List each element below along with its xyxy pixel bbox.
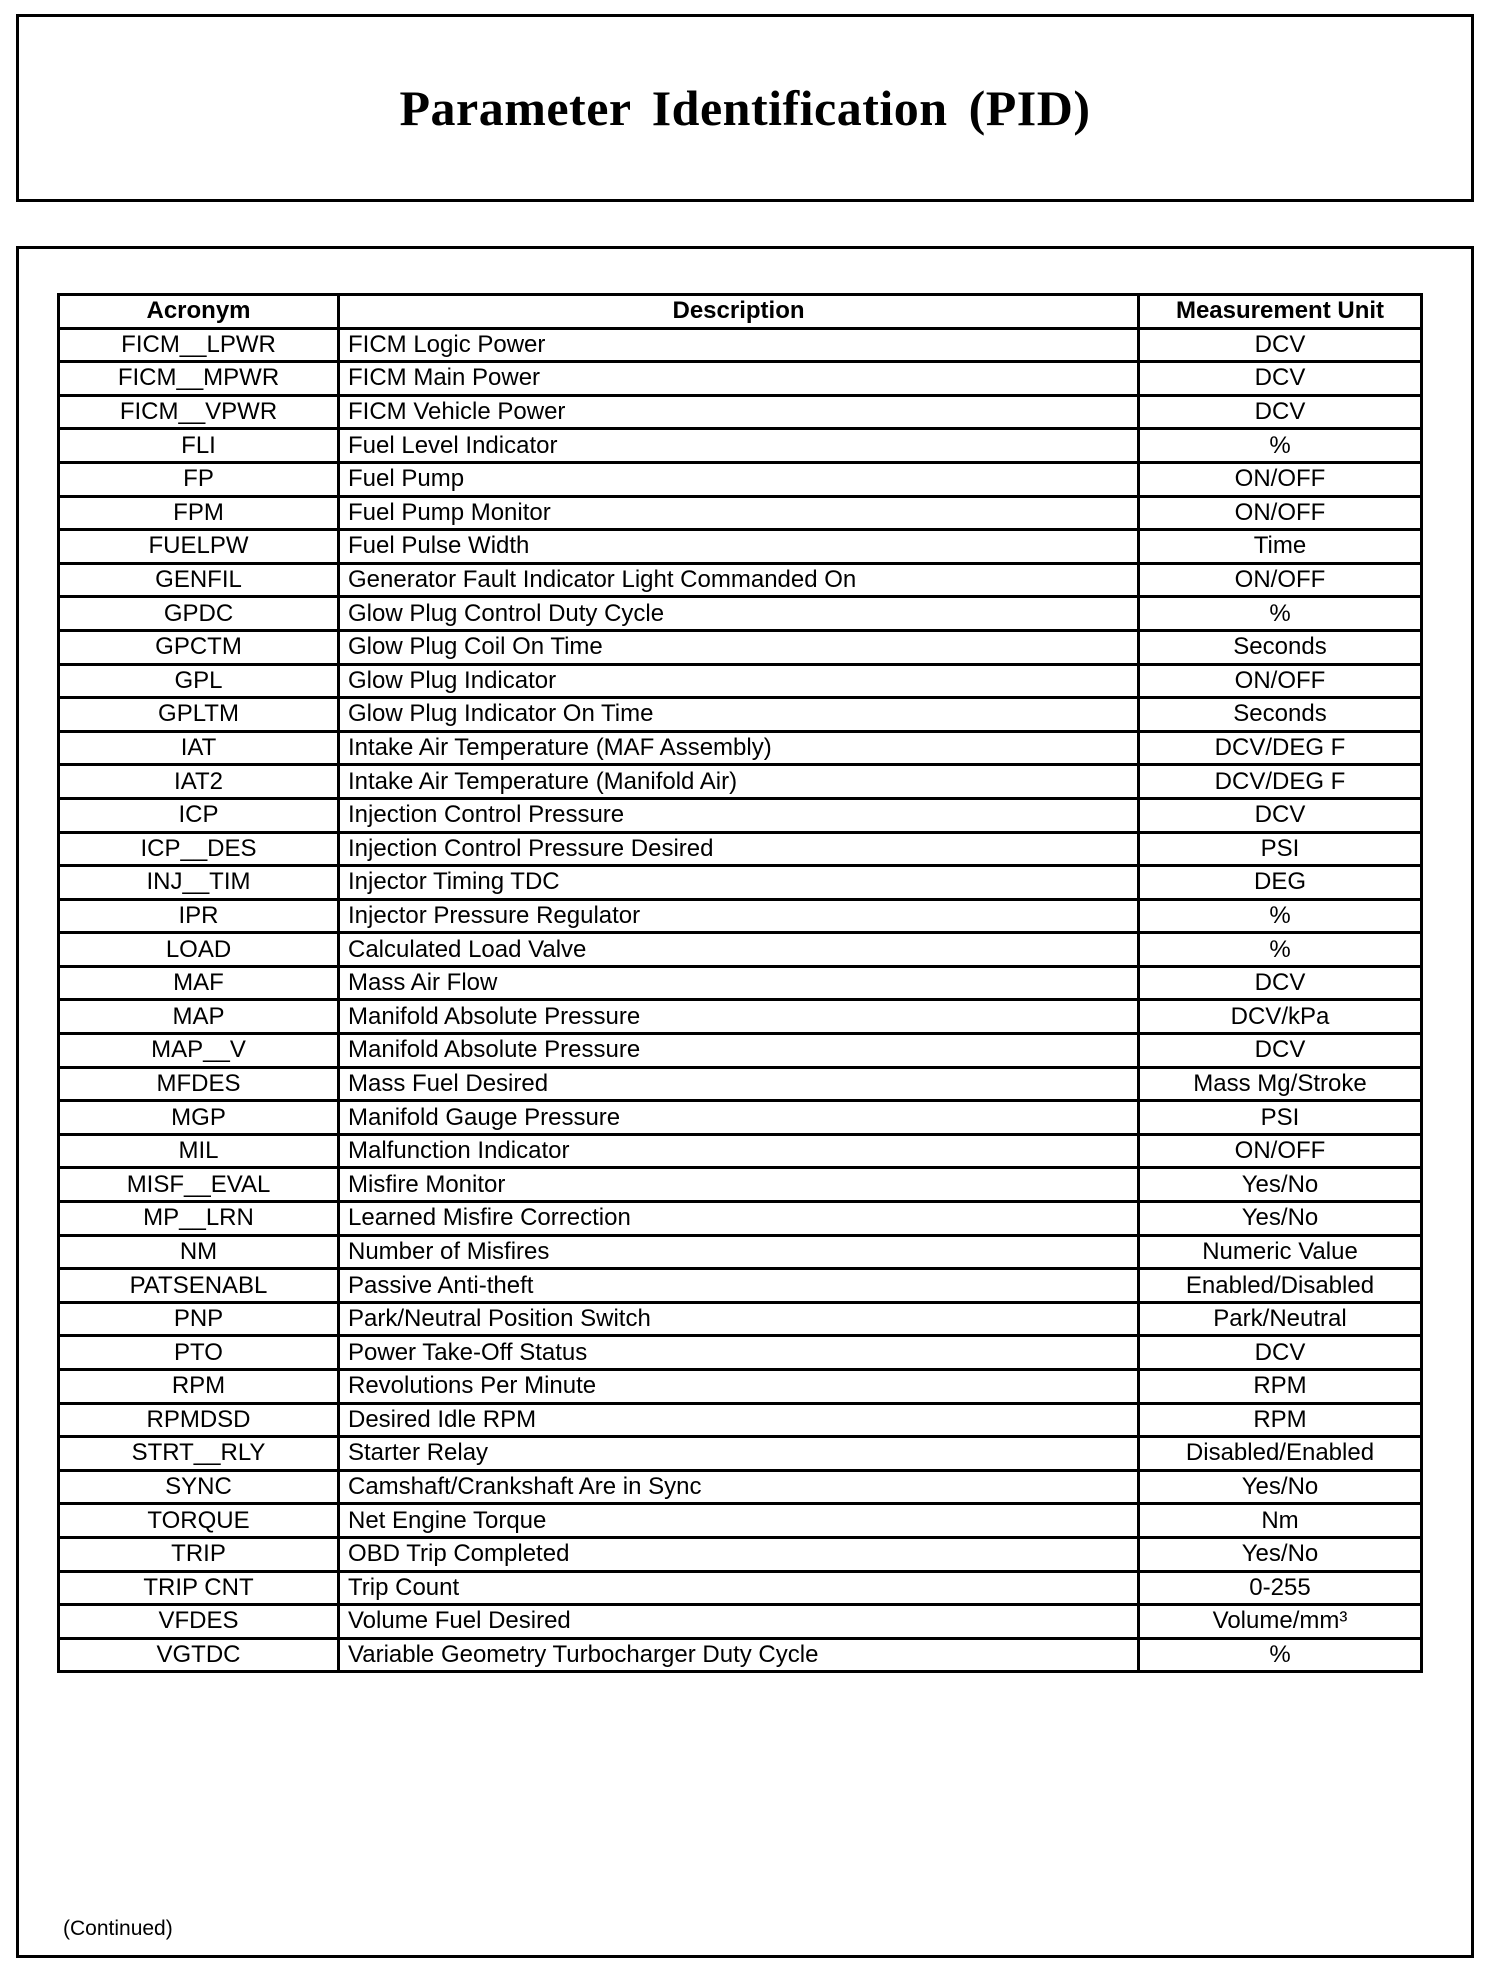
measurement-unit-cell: %	[1139, 899, 1422, 933]
description-cell: Fuel Level Indicator	[339, 429, 1139, 463]
acronym-cell: PATSENABL	[59, 1269, 339, 1303]
table-row	[59, 765, 1422, 799]
description-cell: Manifold Gauge Pressure	[339, 1101, 1139, 1135]
acronym-cell: MAF	[59, 966, 339, 1000]
measurement-unit-cell: DCV	[1139, 798, 1422, 832]
measurement-unit-cell: PSI	[1139, 1101, 1422, 1135]
description-cell: Trip Count	[339, 1571, 1139, 1605]
measurement-unit-cell: Yes/No	[1139, 1168, 1422, 1202]
table-row	[59, 462, 1422, 496]
table-row	[59, 1537, 1422, 1571]
acronym-cell: IPR	[59, 899, 339, 933]
measurement-unit-cell: %	[1139, 933, 1422, 967]
acronym-cell: RPM	[59, 1370, 339, 1404]
table-row	[59, 1370, 1422, 1404]
table-row	[59, 395, 1422, 429]
acronym-cell: LOAD	[59, 933, 339, 967]
measurement-unit-cell: DCV	[1139, 328, 1422, 362]
description-cell: Calculated Load Valve	[339, 933, 1139, 967]
acronym-cell: INJ__TIM	[59, 866, 339, 900]
measurement-unit-cell: %	[1139, 429, 1422, 463]
header-acronym: Acronym	[59, 295, 339, 329]
table-row	[59, 1235, 1422, 1269]
description-cell: Glow Plug Control Duty Cycle	[339, 597, 1139, 631]
measurement-unit-cell: Numeric Value	[1139, 1235, 1422, 1269]
acronym-cell: MGP	[59, 1101, 339, 1135]
acronym-cell: NM	[59, 1235, 339, 1269]
acronym-cell: GPLTM	[59, 698, 339, 732]
measurement-unit-cell: DEG	[1139, 866, 1422, 900]
table-row	[59, 530, 1422, 564]
description-cell: OBD Trip Completed	[339, 1537, 1139, 1571]
acronym-cell: IAT2	[59, 765, 339, 799]
measurement-unit-cell: Seconds	[1139, 630, 1422, 664]
table-row	[59, 966, 1422, 1000]
table-row	[59, 933, 1422, 967]
acronym-cell: MISF__EVAL	[59, 1168, 339, 1202]
table-row	[59, 1470, 1422, 1504]
acronym-cell: RPMDSD	[59, 1403, 339, 1437]
title-box	[16, 14, 1474, 202]
table-row	[59, 866, 1422, 900]
table-row	[59, 664, 1422, 698]
measurement-unit-cell: Yes/No	[1139, 1470, 1422, 1504]
measurement-unit-cell: DCV	[1139, 1034, 1422, 1068]
page-title: Parameter Identification (PID)	[399, 80, 1091, 136]
description-cell: Manifold Absolute Pressure	[339, 1034, 1139, 1068]
table-row	[59, 1302, 1422, 1336]
continued-note: (Continued)	[63, 1917, 173, 1940]
table-row	[59, 832, 1422, 866]
measurement-unit-cell: ON/OFF	[1139, 563, 1422, 597]
acronym-cell: VFDES	[59, 1605, 339, 1639]
description-cell: Intake Air Temperature (MAF Assembly)	[339, 731, 1139, 765]
description-cell: Fuel Pulse Width	[339, 530, 1139, 564]
description-cell: Intake Air Temperature (Manifold Air)	[339, 765, 1139, 799]
description-cell: Net Engine Torque	[339, 1504, 1139, 1538]
acronym-cell: FICM__LPWR	[59, 328, 339, 362]
header-description: Description	[339, 295, 1139, 329]
table-row	[59, 899, 1422, 933]
acronym-cell: PTO	[59, 1336, 339, 1370]
acronym-cell: GPL	[59, 664, 339, 698]
description-cell: Learned Misfire Correction	[339, 1202, 1139, 1236]
acronym-cell: GENFIL	[59, 563, 339, 597]
acronym-cell: TRIP CNT	[59, 1571, 339, 1605]
measurement-unit-cell: %	[1139, 597, 1422, 631]
measurement-unit-cell: Yes/No	[1139, 1202, 1422, 1236]
description-cell: Generator Fault Indicator Light Commanded On	[339, 563, 1139, 597]
measurement-unit-cell: DCV	[1139, 362, 1422, 396]
description-cell: Injector Timing TDC	[339, 866, 1139, 900]
description-cell: FICM Main Power	[339, 362, 1139, 396]
description-cell: Power Take-Off Status	[339, 1336, 1139, 1370]
acronym-cell: MAP	[59, 1000, 339, 1034]
measurement-unit-cell: Park/Neutral	[1139, 1302, 1422, 1336]
measurement-unit-cell: Enabled/Disabled	[1139, 1269, 1422, 1303]
header-measurement-unit: Measurement Unit	[1139, 295, 1422, 329]
measurement-unit-cell: DCV	[1139, 1336, 1422, 1370]
measurement-unit-cell: DCV	[1139, 395, 1422, 429]
measurement-unit-cell: Time	[1139, 530, 1422, 564]
table-row	[59, 731, 1422, 765]
description-cell: Glow Plug Indicator On Time	[339, 698, 1139, 732]
acronym-cell: MAP__V	[59, 1034, 339, 1068]
acronym-cell: IAT	[59, 731, 339, 765]
measurement-unit-cell: Seconds	[1139, 698, 1422, 732]
acronym-cell: FP	[59, 462, 339, 496]
measurement-unit-cell: ON/OFF	[1139, 1134, 1422, 1168]
table-row	[59, 1101, 1422, 1135]
table-row	[59, 1403, 1422, 1437]
acronym-cell: FICM__MPWR	[59, 362, 339, 396]
description-cell: Injection Control Pressure	[339, 798, 1139, 832]
description-cell: Mass Fuel Desired	[339, 1067, 1139, 1101]
table-body	[59, 328, 1422, 1672]
table-row	[59, 1000, 1422, 1034]
table-row	[59, 362, 1422, 396]
measurement-unit-cell: RPM	[1139, 1370, 1422, 1404]
table-row	[59, 496, 1422, 530]
acronym-cell: FICM__VPWR	[59, 395, 339, 429]
table-row	[59, 630, 1422, 664]
description-cell: Number of Misfires	[339, 1235, 1139, 1269]
description-cell: Misfire Monitor	[339, 1168, 1139, 1202]
table-row	[59, 563, 1422, 597]
measurement-unit-cell: ON/OFF	[1139, 462, 1422, 496]
measurement-unit-cell: Yes/No	[1139, 1537, 1422, 1571]
acronym-cell: GPDC	[59, 597, 339, 631]
description-cell: Starter Relay	[339, 1437, 1139, 1471]
content-box	[16, 246, 1474, 1958]
description-cell: Injection Control Pressure Desired	[339, 832, 1139, 866]
description-cell: Passive Anti-theft	[339, 1269, 1139, 1303]
description-cell: Park/Neutral Position Switch	[339, 1302, 1139, 1336]
acronym-cell: MIL	[59, 1134, 339, 1168]
acronym-cell: FLI	[59, 429, 339, 463]
table-row	[59, 1437, 1422, 1471]
table-row	[59, 798, 1422, 832]
description-cell: Variable Geometry Turbocharger Duty Cycle	[339, 1638, 1139, 1672]
description-cell: Glow Plug Indicator	[339, 664, 1139, 698]
acronym-cell: FPM	[59, 496, 339, 530]
measurement-unit-cell: DCV/kPa	[1139, 1000, 1422, 1034]
acronym-cell: TORQUE	[59, 1504, 339, 1538]
description-cell: Glow Plug Coil On Time	[339, 630, 1139, 664]
description-cell: Desired Idle RPM	[339, 1403, 1139, 1437]
description-cell: Revolutions Per Minute	[339, 1370, 1139, 1404]
table-row	[59, 1504, 1422, 1538]
measurement-unit-cell: PSI	[1139, 832, 1422, 866]
measurement-unit-cell: Volume/mm³	[1139, 1605, 1422, 1639]
measurement-unit-cell: ON/OFF	[1139, 496, 1422, 530]
table-row	[59, 1605, 1422, 1639]
measurement-unit-cell: DCV/DEG F	[1139, 731, 1422, 765]
table-header-row	[59, 295, 1422, 329]
table-row	[59, 1134, 1422, 1168]
acronym-cell: VGTDC	[59, 1638, 339, 1672]
description-cell: Injector Pressure Regulator	[339, 899, 1139, 933]
pid-table	[57, 293, 1423, 1673]
table-row	[59, 1336, 1422, 1370]
acronym-cell: FUELPW	[59, 530, 339, 564]
measurement-unit-cell: RPM	[1139, 1403, 1422, 1437]
measurement-unit-cell: DCV/DEG F	[1139, 765, 1422, 799]
description-cell: Manifold Absolute Pressure	[339, 1000, 1139, 1034]
acronym-cell: SYNC	[59, 1470, 339, 1504]
measurement-unit-cell: Nm	[1139, 1504, 1422, 1538]
description-cell: FICM Vehicle Power	[339, 395, 1139, 429]
description-cell: Malfunction Indicator	[339, 1134, 1139, 1168]
table-row	[59, 1202, 1422, 1236]
measurement-unit-cell: ON/OFF	[1139, 664, 1422, 698]
acronym-cell: MFDES	[59, 1067, 339, 1101]
table-row	[59, 429, 1422, 463]
acronym-cell: TRIP	[59, 1537, 339, 1571]
acronym-cell: PNP	[59, 1302, 339, 1336]
table-row	[59, 1269, 1422, 1303]
measurement-unit-cell: %	[1139, 1638, 1422, 1672]
acronym-cell: ICP__DES	[59, 832, 339, 866]
measurement-unit-cell: Disabled/Enabled	[1139, 1437, 1422, 1471]
acronym-cell: STRT__RLY	[59, 1437, 339, 1471]
description-cell: Fuel Pump Monitor	[339, 496, 1139, 530]
measurement-unit-cell: Mass Mg/Stroke	[1139, 1067, 1422, 1101]
table-row	[59, 328, 1422, 362]
table-row	[59, 1067, 1422, 1101]
acronym-cell: GPCTM	[59, 630, 339, 664]
acronym-cell: ICP	[59, 798, 339, 832]
measurement-unit-cell: DCV	[1139, 966, 1422, 1000]
table-row	[59, 1168, 1422, 1202]
table-row	[59, 1571, 1422, 1605]
description-cell: Mass Air Flow	[339, 966, 1139, 1000]
table-row	[59, 698, 1422, 732]
table-row	[59, 1638, 1422, 1672]
description-cell: FICM Logic Power	[339, 328, 1139, 362]
acronym-cell: MP__LRN	[59, 1202, 339, 1236]
table-row	[59, 597, 1422, 631]
description-cell: Volume Fuel Desired	[339, 1605, 1139, 1639]
table-row	[59, 1034, 1422, 1068]
description-cell: Camshaft/Crankshaft Are in Sync	[339, 1470, 1139, 1504]
description-cell: Fuel Pump	[339, 462, 1139, 496]
measurement-unit-cell: 0-255	[1139, 1571, 1422, 1605]
